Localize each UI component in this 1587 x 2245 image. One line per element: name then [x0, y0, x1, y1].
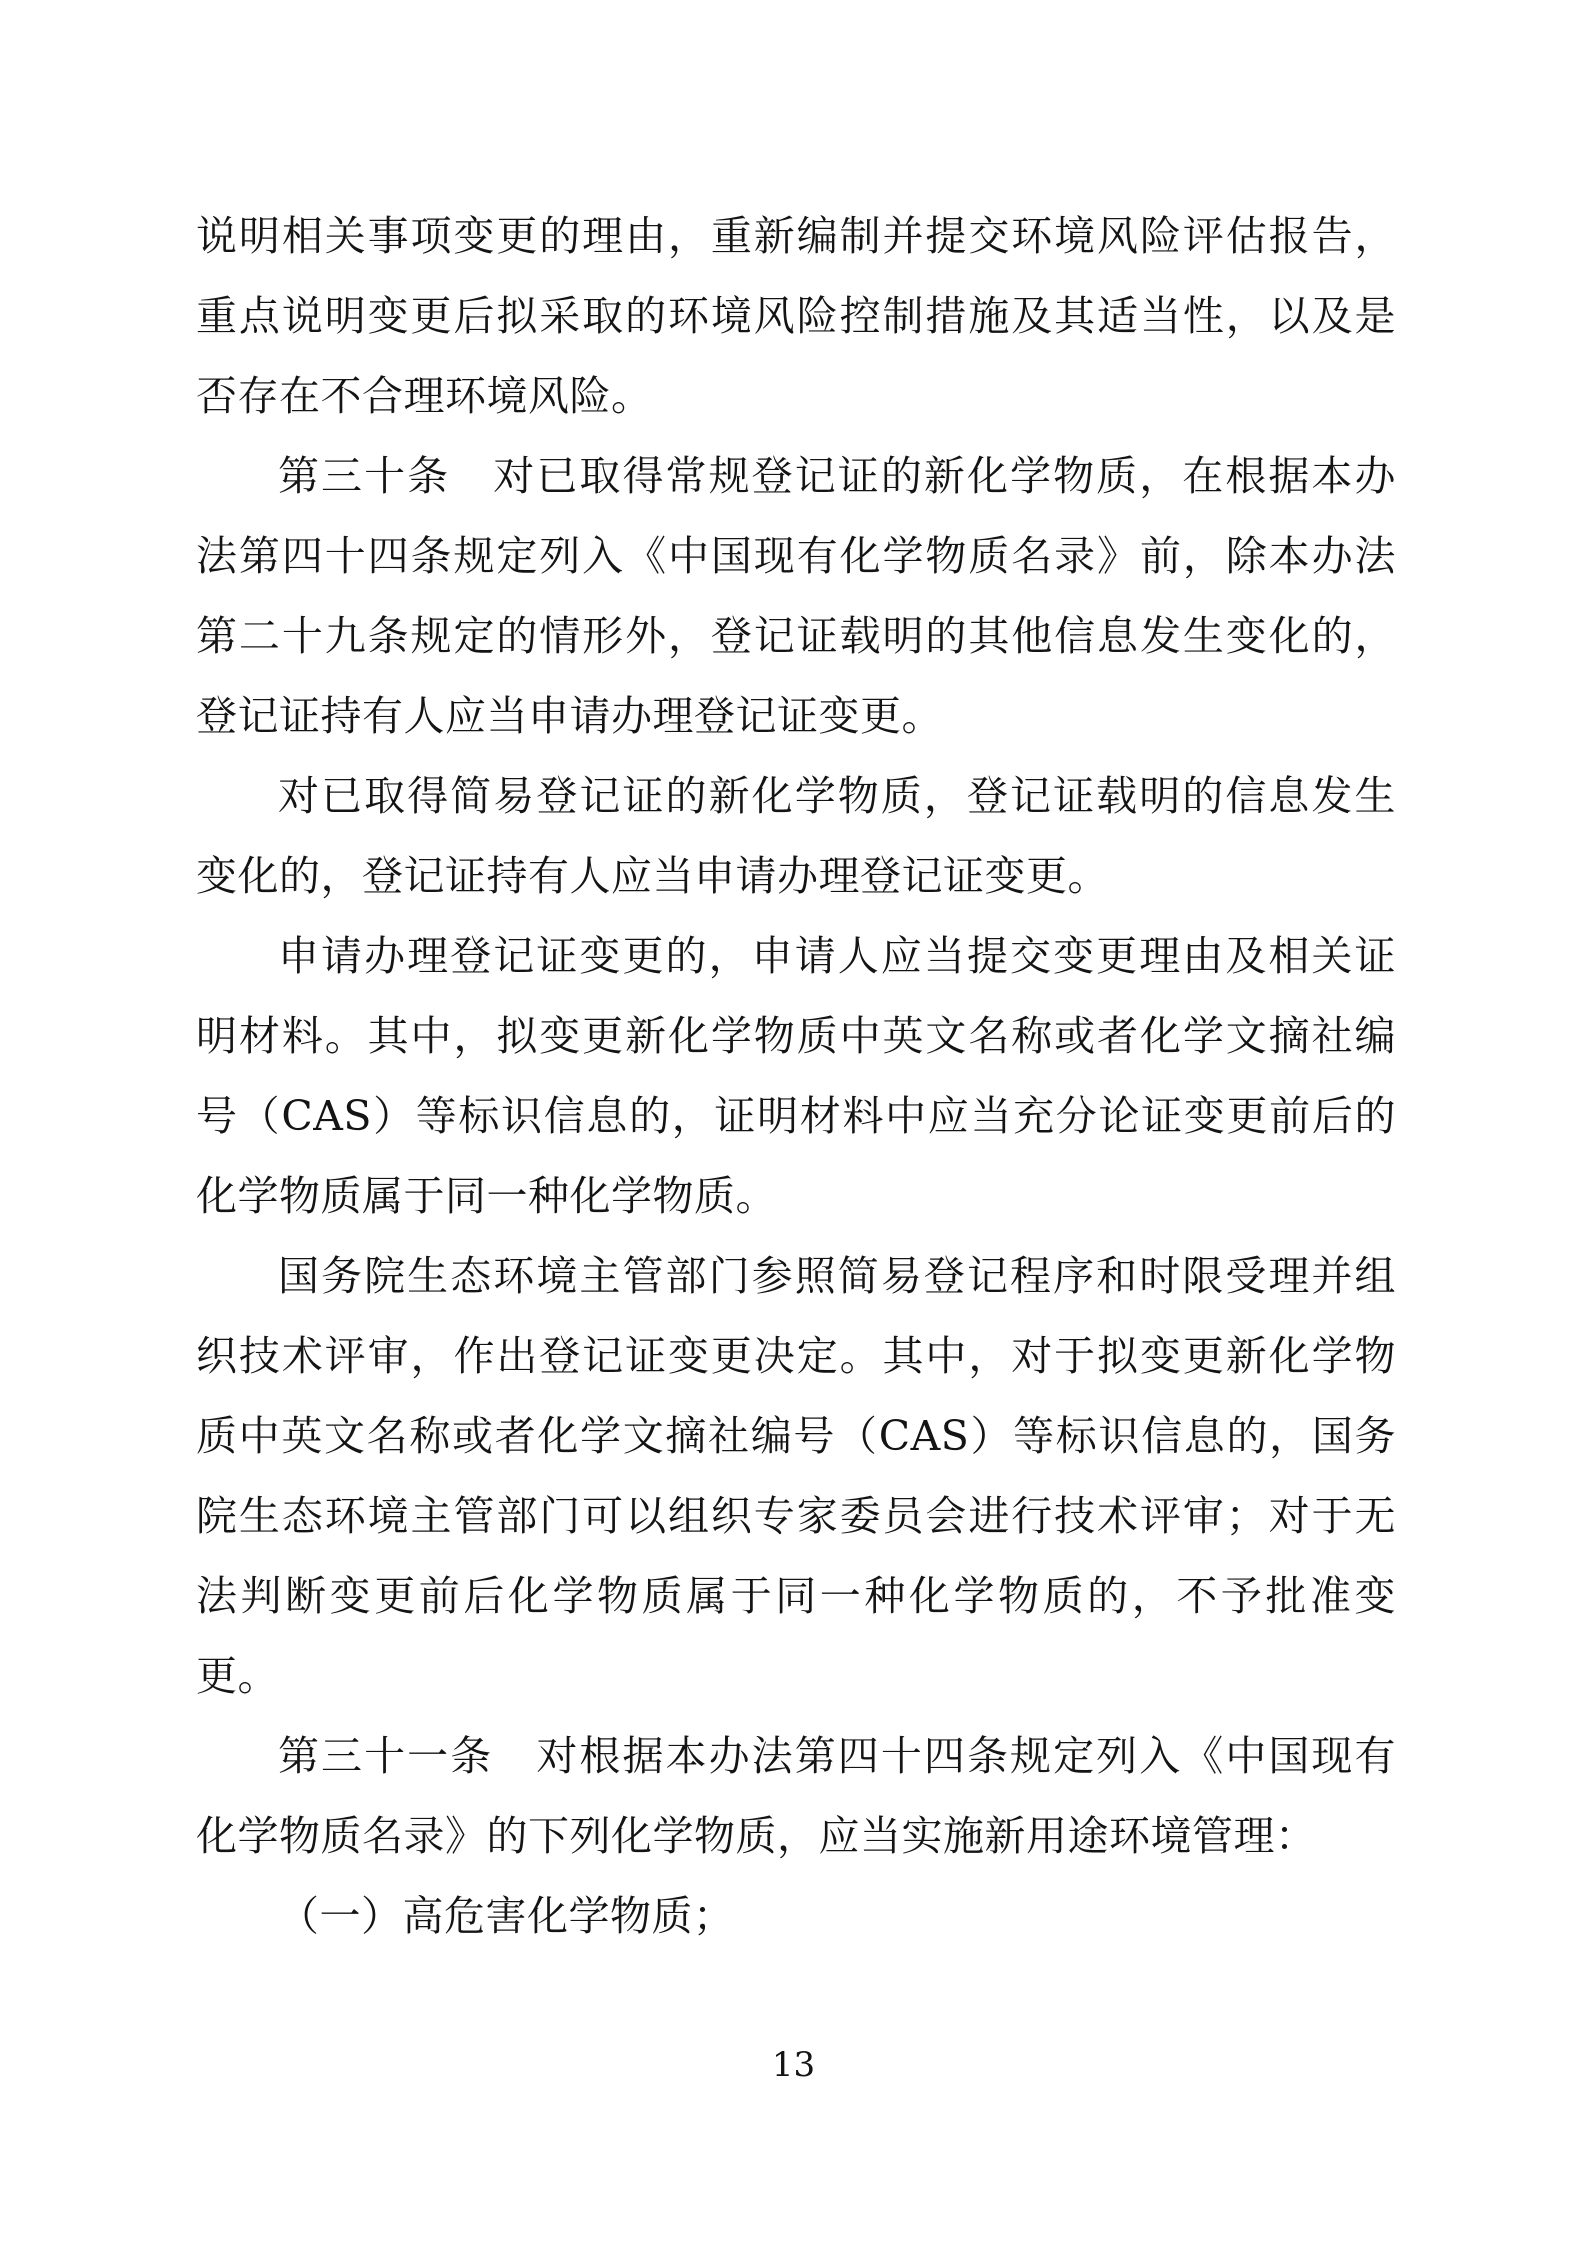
page-number: 13: [771, 2045, 816, 2085]
paragraph-5: 国务院生态环境主管部门参照简易登记程序和时限受理并组织技术评审，作出登记证变更决定。其中，对于拟变更新化学物质中英文名称或者化学文摘社编号（CAS）等标识信息的，国务院生态环境主管部门可以组织专家委员会进行技术评审；对于无法判断变更前后化学物质属于同一种化学物质的，不予批准变更。: [196, 1252, 1396, 1700]
paragraph-3: 对已取得简易登记证的新化学物质，登记证载明的信息发生变化的，登记证持有人应当申请办理登记证变更。: [196, 772, 1396, 900]
paragraph-article-31: 第三十一条 对根据本办法第四十四条规定列入《中国现有化学物质名录》的下列化学物质，应当实施新用途环境管理：: [196, 1732, 1396, 1860]
paragraph-list-item-1: （一）高危害化学物质；: [278, 1892, 735, 1940]
paragraph-article-30: 第三十条 对已取得常规登记证的新化学物质，在根据本办法第四十四条规定列入《中国现有化学物质名录》前，除本办法第二十九条规定的情形外，登记证载明的其他信息发生变化的，登记证持有人应当申请办理登记证变更。: [196, 452, 1396, 740]
paragraph-4: 申请办理登记证变更的，申请人应当提交变更理由及相关证明材料。其中，拟变更新化学物质中英文名称或者化学文摘社编号（CAS）等标识信息的，证明材料中应当充分论证变更前后的化学物质属于同一种化学物质。: [196, 932, 1396, 1220]
paragraph-1: 说明相关事项变更的理由，重新编制并提交环境风险评估报告，重点说明变更后拟采取的环境风险控制措施及其适当性，以及是否存在不合理环境风险。: [196, 212, 1396, 420]
document-body: [196, 196, 1396, 1956]
